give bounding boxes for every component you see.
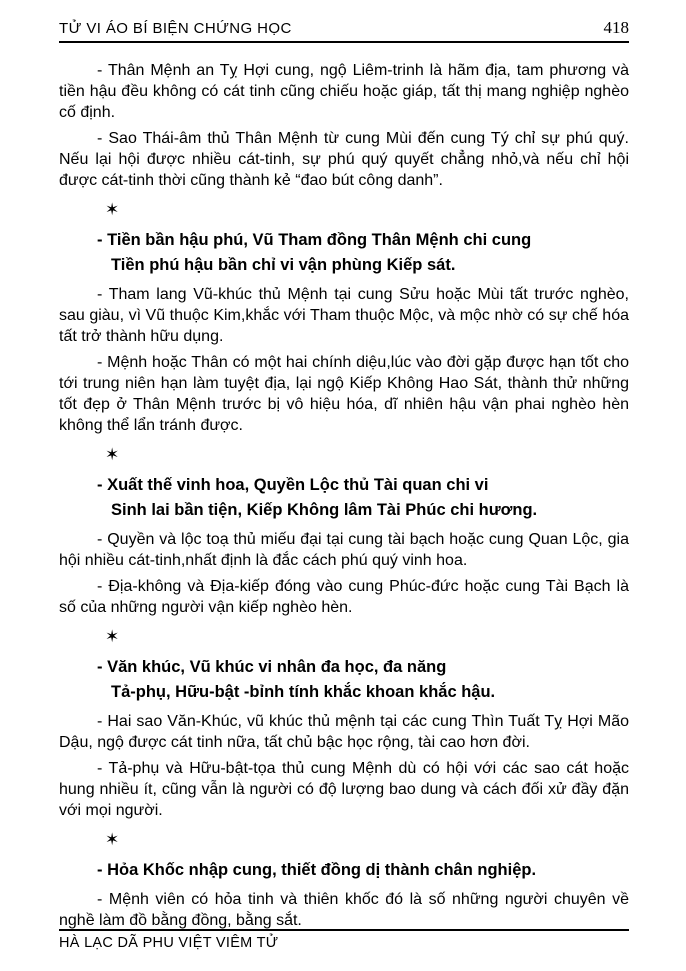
verse-heading: [59, 655, 629, 705]
section-separator: [59, 445, 629, 466]
verse-line: Tả-phụ, Hữu-bật -bỉnh tính khắc khoan khắc hậu.: [111, 683, 496, 701]
star-icon: ✶: [105, 830, 120, 849]
verse-line: - Văn khúc, Vũ khúc vi nhân đa học, đa năng: [97, 658, 447, 676]
paragraph: - Sao Thái-âm thủ Thân Mệnh từ cung Mùi đến cung Tý chỉ sự phú quý. Nếu lại hội được nhiều cát-tinh, sự phú quý quyết chẳng nhỏ,và nếu chỉ hội được cát-tinh thời cũng thành kẻ “đao bút công danh”.: [59, 130, 629, 189]
page-number: 418: [603, 18, 629, 37]
paragraph: - Thân Mệnh an Tỵ Hợi cung, ngộ Liêm-trinh là hãm địa, tam phương và tiền hậu đều không có cát tinh cũng chiếu hoặc giáp, tất thị mang nghiệp nghèo cố định.: [59, 62, 629, 121]
verse-line: - Hỏa Khốc nhập cung, thiết đồng dị thành chân nghiệp.: [97, 861, 537, 879]
verse-line: Sinh lai bần tiện, Kiếp Không lâm Tài Phúc chi hương.: [111, 501, 538, 519]
verse-line: - Xuất thế vinh hoa, Quyền Lộc thủ Tài quan chi vi: [97, 476, 489, 494]
page-footer: [59, 929, 629, 951]
page-header: [59, 18, 629, 43]
paragraph: - Mệnh hoặc Thân có một hai chính diệu,lúc vào đời gặp được hạn tốt cho tới trung niên hạn làm tuyệt địa, lại ngộ Kiếp Không Hao Sát, thành thử những tốt đẹp ở Thân Mệnh trước bị vô hiệu hóa, dĩ nhiên hậu vận phai nghèo hèn không thể lẩn tránh được.: [59, 354, 629, 434]
verse-heading: [59, 858, 629, 883]
verse-heading: [59, 228, 629, 278]
section-separator: [59, 830, 629, 851]
verse-line: Tiền phú hậu bần chỉ vi vận phùng Kiếp sát.: [111, 256, 456, 274]
paragraph: - Quyền và lộc toạ thủ miếu đại tại cung tài bạch hoặc cung Quan Lộc, gia hội nhiều cát-tinh,nhất định là đắc cách phú quý vinh hoa.: [59, 531, 629, 569]
verse-heading: [59, 473, 629, 523]
verse-line: - Tiền bần hậu phú, Vũ Tham đồng Thân Mệnh chi cung: [97, 231, 532, 249]
paragraph: - Địa-không và Địa-kiếp đóng vào cung Phúc-đức hoặc cung Tài Bạch là số của những người vận kiếp nghèo hèn.: [59, 578, 629, 616]
star-icon: ✶: [105, 200, 120, 219]
paragraph: - Tham lang Vũ-khúc thủ Mệnh tại cung Sửu hoặc Mùi tất trước nghèo, sau giàu, vì Vũ thuộc Kim,khắc với Tham thuộc Mộc, và mộc nhờ có sự chế hóa tất trở thành hữu dụng.: [59, 286, 629, 345]
running-title: TỬ VI ÁO BÍ BIỆN CHỨNG HỌC: [59, 20, 292, 37]
footer-author-text: HÀ LẠC DÃ PHU VIỆT VIÊM TỬ: [59, 935, 279, 951]
section-separator: [59, 627, 629, 648]
paragraph: - Tả-phụ và Hữu-bật-tọa thủ cung Mệnh dù có hội với các sao cát hoặc hung nhiều ít, cũng vẫn là người có độ lượng bao dung và cách đối xử đầy đặn với mọi người.: [59, 760, 629, 819]
star-icon: ✶: [105, 445, 120, 464]
content: [59, 60, 629, 931]
paragraph: - Hai sao Văn-Khúc, vũ khúc thủ mệnh tại các cung Thìn Tuất Tỵ Hợi Mão Dậu, ngộ được cát tinh nữa, tất chủ bậc học rộng, tài cao hơn đời.: [59, 713, 629, 751]
paragraph: - Mệnh viên có hỏa tinh và thiên khốc đó là số những người chuyên về nghề làm đồ bằng đồng, bằng sắt.: [59, 891, 629, 929]
star-icon: ✶: [105, 627, 120, 646]
section-separator: [59, 200, 629, 221]
